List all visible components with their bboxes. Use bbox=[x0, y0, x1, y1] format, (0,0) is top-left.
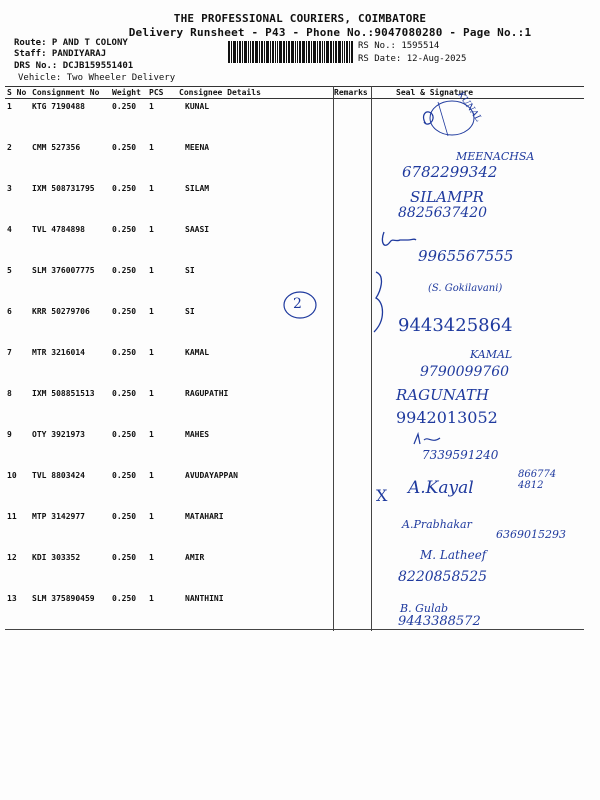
cell-remarks bbox=[332, 263, 370, 304]
handwritten-phone: 9443425864 bbox=[398, 315, 513, 336]
col-weight: Weight bbox=[110, 87, 147, 99]
vehicle-label: Vehicle: Two Wheeler Delivery bbox=[18, 73, 176, 83]
cell-sno: 10 bbox=[7, 471, 17, 480]
cell-weight: 0.250 bbox=[112, 102, 137, 111]
cell-consignee: SAASI bbox=[185, 225, 210, 234]
table-row bbox=[5, 550, 584, 591]
cell-consignment: KDI 303352 bbox=[32, 553, 81, 562]
cell-consignee: NANTHINI bbox=[185, 594, 224, 603]
cell-weight: 0.250 bbox=[112, 594, 137, 603]
col-pcs: PCS bbox=[147, 87, 177, 99]
handwritten-signature bbox=[412, 432, 442, 448]
col-consignee: Consignee Details bbox=[177, 87, 332, 99]
cell-pcs: 1 bbox=[149, 143, 154, 152]
cell-sno: 6 bbox=[7, 307, 12, 316]
cell-sno: 12 bbox=[7, 553, 17, 562]
cell-pcs: 1 bbox=[149, 471, 154, 480]
cell-pcs: 1 bbox=[149, 225, 154, 234]
stamp-text: KUNAL bbox=[455, 90, 484, 124]
cell-sno: 11 bbox=[7, 512, 17, 521]
cell-sno: 2 bbox=[7, 143, 12, 152]
cell-pcs: 1 bbox=[149, 348, 154, 357]
cell-remarks bbox=[332, 304, 370, 345]
handwritten-name: SILAMPR bbox=[410, 188, 484, 206]
cell-consignment: SLM 376007775 bbox=[32, 266, 95, 275]
cell-weight: 0.250 bbox=[112, 184, 137, 193]
handwritten-name: A.Prabhakar bbox=[402, 518, 472, 531]
cell-weight: 0.250 bbox=[112, 348, 137, 357]
cell-weight: 0.250 bbox=[112, 225, 137, 234]
table-row bbox=[5, 591, 584, 632]
route-label: Route: P AND T COLONY bbox=[14, 38, 128, 48]
cell-remarks bbox=[332, 99, 370, 141]
cell-pcs: 1 bbox=[149, 266, 154, 275]
handwritten-name: KAMAL bbox=[470, 348, 513, 361]
cell-weight: 0.250 bbox=[112, 512, 137, 521]
cell-consignee: MAHES bbox=[185, 430, 210, 439]
document-title: THE PROFESSIONAL COURIERS, COIMBATORE bbox=[173, 12, 427, 25]
cell-remarks bbox=[332, 222, 370, 263]
handwritten-name: M. Latheef bbox=[420, 548, 487, 562]
drs-label: DRS No.: DCJB159551401 bbox=[14, 61, 134, 71]
cell-remarks bbox=[332, 386, 370, 427]
col-remarks: Remarks bbox=[332, 87, 370, 99]
table-header-row bbox=[5, 87, 584, 99]
handwritten-name: A.Kayal bbox=[408, 478, 474, 498]
col-sno: S No bbox=[5, 87, 30, 99]
cell-consignee: SI bbox=[185, 266, 195, 275]
cell-pcs: 1 bbox=[149, 594, 154, 603]
table-bottom-rule bbox=[5, 629, 584, 630]
cell-remarks bbox=[332, 181, 370, 222]
handwritten-phone: 6782299342 bbox=[402, 163, 498, 181]
cell-consignment: IXM 508731795 bbox=[32, 184, 95, 193]
cell-consignee: MEENA bbox=[185, 143, 210, 152]
cell-pcs: 1 bbox=[149, 307, 154, 316]
handwritten-phone: 9443388572 bbox=[398, 614, 481, 629]
cell-weight: 0.250 bbox=[112, 266, 137, 275]
table-row bbox=[5, 99, 584, 141]
cell-consignee: AVUDAYAPPAN bbox=[185, 471, 238, 480]
cell-consignment: KTG 7190488 bbox=[32, 102, 85, 111]
handwritten-name: RAGUNATH bbox=[396, 386, 489, 404]
cell-consignee: KAMAL bbox=[185, 348, 210, 357]
remarks-divider-right bbox=[371, 86, 372, 631]
cell-remarks bbox=[332, 509, 370, 550]
cell-consignment: TVL 8803424 bbox=[32, 471, 85, 480]
cell-remarks bbox=[332, 140, 370, 181]
cell-remarks bbox=[332, 591, 370, 632]
cell-remarks bbox=[332, 550, 370, 591]
cell-weight: 0.250 bbox=[112, 389, 137, 398]
cell-pcs: 1 bbox=[149, 553, 154, 562]
cell-consignee: SI bbox=[185, 307, 195, 316]
cell-consignment: MTP 3142977 bbox=[32, 512, 85, 521]
handwritten-name: B. Gulab bbox=[400, 602, 449, 615]
col-signature: Seal & Signature bbox=[370, 87, 584, 99]
cell-consignee: MATAHARI bbox=[185, 512, 224, 521]
handwritten-mark: X bbox=[376, 486, 388, 505]
cell-sno: 13 bbox=[7, 594, 17, 603]
cell-sno: 1 bbox=[7, 102, 12, 111]
handwritten-phone: 9790099760 bbox=[420, 364, 510, 380]
remarks-divider-left bbox=[333, 86, 334, 631]
handwritten-phone: 9965567555 bbox=[418, 247, 514, 265]
cell-pcs: 1 bbox=[149, 430, 154, 439]
cell-weight: 0.250 bbox=[112, 430, 137, 439]
col-consignment: Consignment No bbox=[30, 87, 110, 99]
document-subtitle: Delivery Runsheet - P43 - Phone No.:9047080280 - Page No.:1 bbox=[128, 26, 532, 39]
cell-consignment: IXM 508851513 bbox=[32, 389, 95, 398]
cell-pcs: 1 bbox=[149, 184, 154, 193]
barcode bbox=[228, 41, 353, 63]
cell-sno: 3 bbox=[7, 184, 12, 193]
rs-number: RS No.: 1595514 bbox=[358, 41, 440, 51]
cell-pcs: 1 bbox=[149, 102, 154, 111]
cell-consignee: SILAM bbox=[185, 184, 210, 193]
handwritten-name: MEENACHSA bbox=[456, 150, 535, 163]
handwritten-note: (S. Gokilavani) bbox=[428, 283, 503, 294]
cell-consignee: RAGUPATHI bbox=[185, 389, 229, 398]
handwritten-phone: 9942013052 bbox=[396, 408, 498, 427]
cell-sno: 7 bbox=[7, 348, 12, 357]
cell-weight: 0.250 bbox=[112, 143, 137, 152]
table-row bbox=[5, 468, 584, 509]
handwritten-phone: 8825637420 bbox=[398, 205, 488, 221]
cell-consignment: TVL 4784898 bbox=[32, 225, 85, 234]
cell-pcs: 1 bbox=[149, 512, 154, 521]
cell-weight: 0.250 bbox=[112, 553, 137, 562]
cell-consignment: SLM 375890459 bbox=[32, 594, 95, 603]
circled-number-text: 2 bbox=[293, 296, 302, 312]
cell-pcs: 1 bbox=[149, 389, 154, 398]
handwritten-phone: 6369015293 bbox=[496, 528, 566, 541]
handwritten-phone: 8220858525 bbox=[398, 569, 488, 585]
cell-remarks bbox=[332, 345, 370, 386]
cell-weight: 0.250 bbox=[112, 471, 137, 480]
cell-consignment: CMM 527356 bbox=[32, 143, 81, 152]
cell-consignment: OTY 3921973 bbox=[32, 430, 85, 439]
cell-sno: 4 bbox=[7, 225, 12, 234]
cell-consignment: MTR 3216014 bbox=[32, 348, 85, 357]
table-row bbox=[5, 181, 584, 222]
cell-sno: 5 bbox=[7, 266, 12, 275]
cell-consignment: KRR 50279706 bbox=[32, 307, 90, 316]
handwritten-signature bbox=[378, 228, 418, 258]
cell-sno: 8 bbox=[7, 389, 12, 398]
handwritten-phone: 7339591240 bbox=[422, 448, 499, 462]
cell-consignee: AMIR bbox=[185, 553, 205, 562]
cell-sno: 9 bbox=[7, 430, 12, 439]
cell-remarks bbox=[332, 468, 370, 509]
staff-label: Staff: PANDIYARAJ bbox=[14, 49, 107, 59]
cell-remarks bbox=[332, 427, 370, 468]
rs-date: RS Date: 12-Aug-2025 bbox=[358, 54, 467, 64]
cell-weight: 0.250 bbox=[112, 307, 137, 316]
handwritten-phone: 8667744812 bbox=[518, 469, 557, 491]
cell-consignee: KUNAL bbox=[185, 102, 210, 111]
